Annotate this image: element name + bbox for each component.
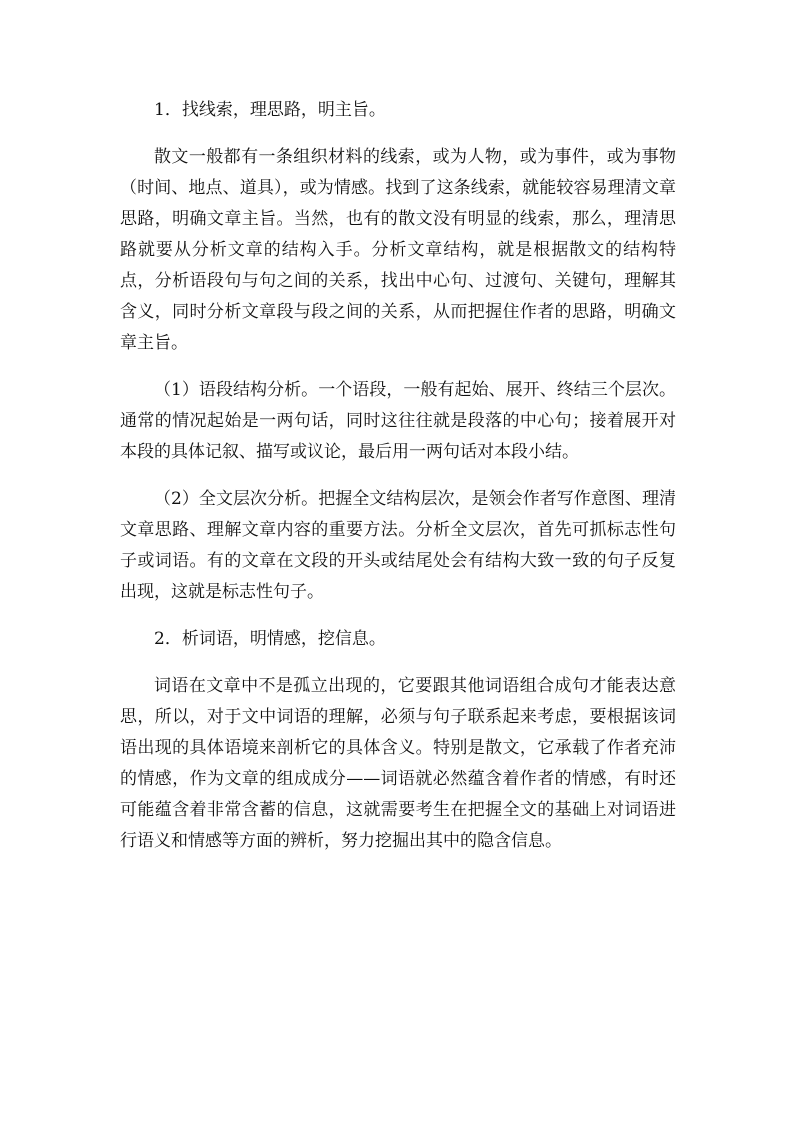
paragraph-gap [120, 608, 676, 624]
paragraph-gap [120, 655, 676, 671]
paragraph-gap [120, 126, 676, 142]
paragraph-gap [120, 468, 676, 484]
document-body [120, 95, 676, 857]
paragraph-full-text-levels: （2）全文层次分析。把握全文结构层次，是领会作者写作意图、理清文章思路、理解文章内容的重要方法。分析全文层次，首先可抓标志性句子或词语。有的文章在文段的开头或结尾处会有结构大致一致的句子反复出现，这就是标志性句子。 [120, 489, 676, 602]
section-heading-2: 2．析词语，明情感，挖信息。 [154, 629, 386, 649]
section-heading-1: 1．找线索，理思路，明主旨。 [154, 100, 386, 120]
paragraph-gap [120, 359, 676, 375]
paragraph-clue-intro: 散文一般都有一条组织材料的线索，或为人物，或为事件，或为事物（时间、地点、道具），或为情感。找到了这条线索，就能较容易理清文章思路，明确文章主旨。当然，也有的散文没有明显的线索，那么，理清思路就要从分析文章的结构入手。分析文章结构，就是根据散文的结构特点，分析语段句与句之间的关系，找出中心句、过渡句、关键句，理解其含义，同时分析文章段与段之间的关系，从而把握住作者的思路，明确文章主旨。 [120, 147, 676, 353]
paragraph-word-analysis: 词语在文章中不是孤立出现的，它要跟其他词语组合成句才能表达意思，所以，对于文中词语的理解，必须与句子联系起来考虑，要根据该词语出现的具体语境来剖析它的具体含义。特别是散文，它承载了作者充沛的情感，作为文章的组成成分——词语就必然蕴含着作者的情感，有时还可能蕴含着非常含蓄的信息，这就需要考生在把握全文的基础上对词语进行语义和情感等方面的辨析，努力挖掘出其中的隐含信息。 [120, 676, 676, 851]
paragraph-segment-structure: （1）语段结构分析。一个语段，一般有起始、展开、终结三个层次。通常的情况起始是一两句话，同时这往往就是段落的中心句；接着展开对本段的具体记叙、描写或议论，最后用一两句话对本段小结。 [120, 380, 676, 462]
